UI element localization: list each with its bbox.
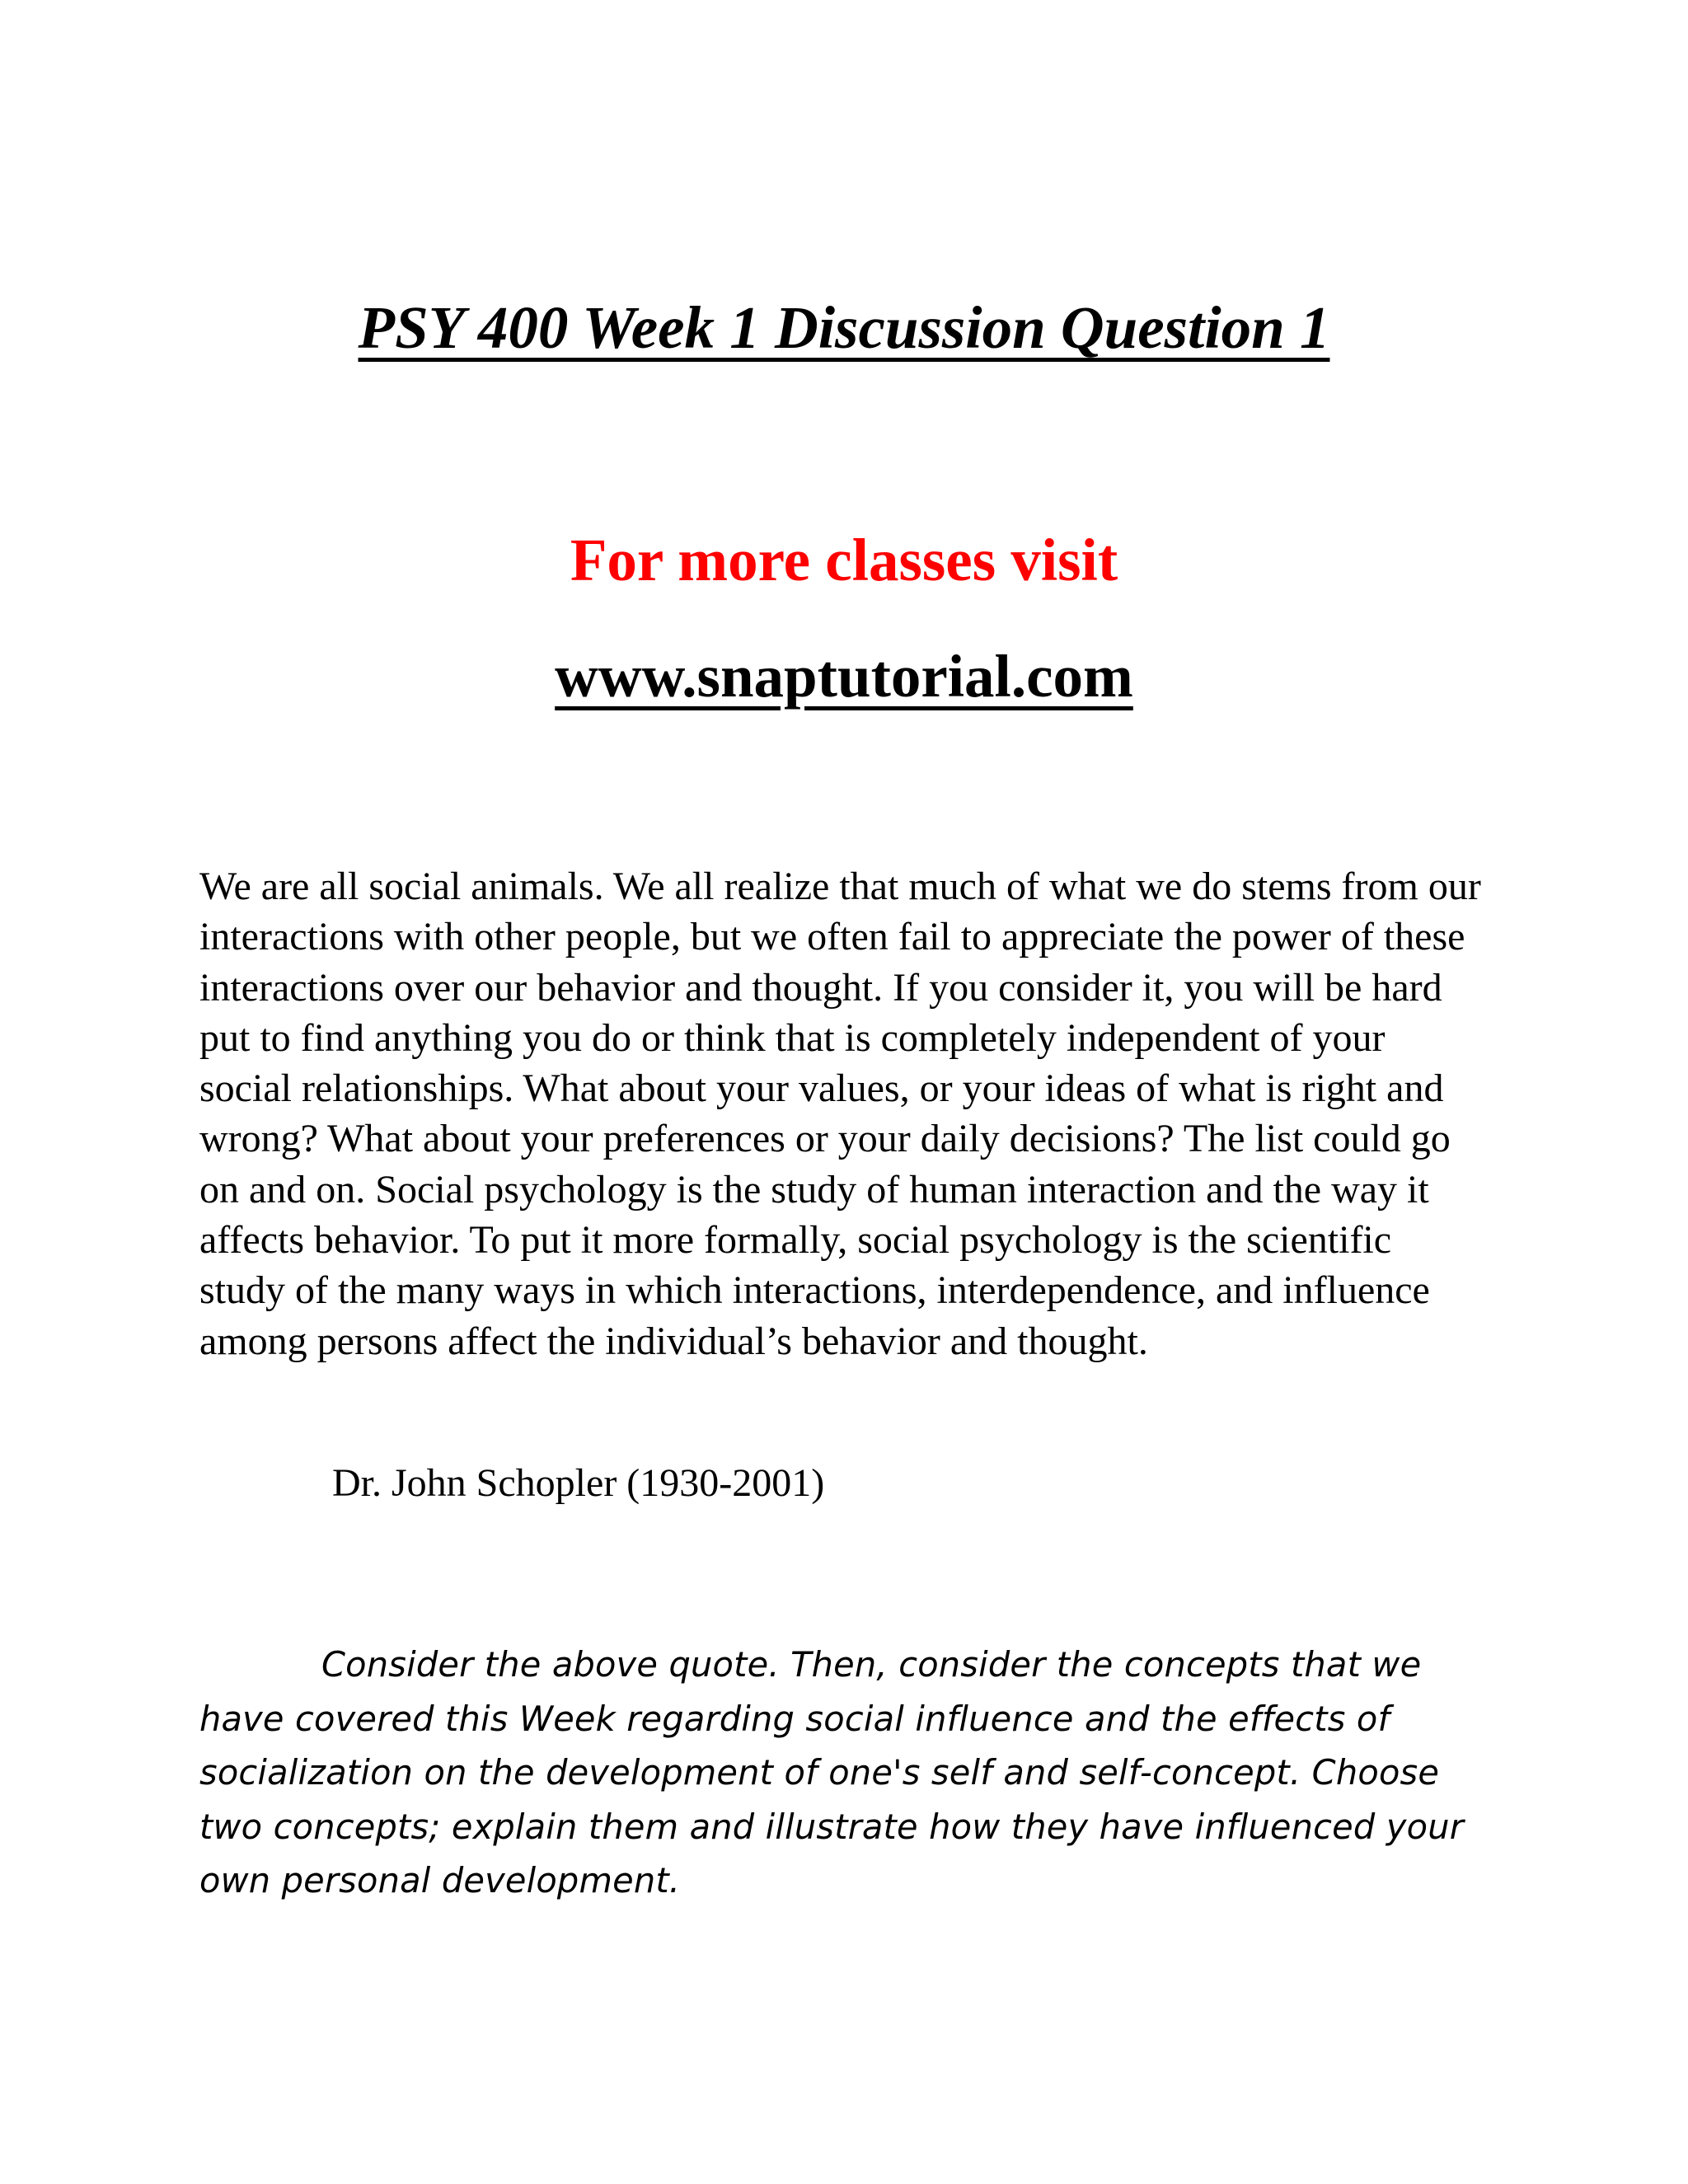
page-title: PSY 400 Week 1 Discussion Question 1: [358, 294, 1330, 361]
promo-text: For more classes visit: [570, 527, 1118, 593]
quote-paragraph: We are all social animals. We all realize that much of what we do stems from our interactions with other people, but we often fail to appreciate the power of these interactions over our behavior and thought. If you consider it, you will be hard put to find anything you do or think that is completely independent of your social relationships. What about your values, or your ideas of what is right and wrong? What about your preferences or your daily decisions? The list could go on and on. Social psychology is the study of human interaction and the way it affects behavior. To put it more formally, social psychology is the scientific study of the many ways in which interactions, interdependence, and influence among persons affect the individual’s behavior and thought.: [199, 865, 1481, 1363]
website-link-container: [0, 635, 1688, 718]
discussion-prompt: Consider the above quote. Then, consider the concepts that we have covered this Week regarding social influence and the effects of socialization on the development of one's self and self-concept. Choose two concepts; explain them and illustrate how they have influenced your own personal development.: [199, 1644, 1464, 1901]
quote-author: Dr. John Schopler (1930-2001): [332, 1461, 825, 1505]
website-link[interactable]: www.snaptutorial.com: [555, 643, 1133, 710]
